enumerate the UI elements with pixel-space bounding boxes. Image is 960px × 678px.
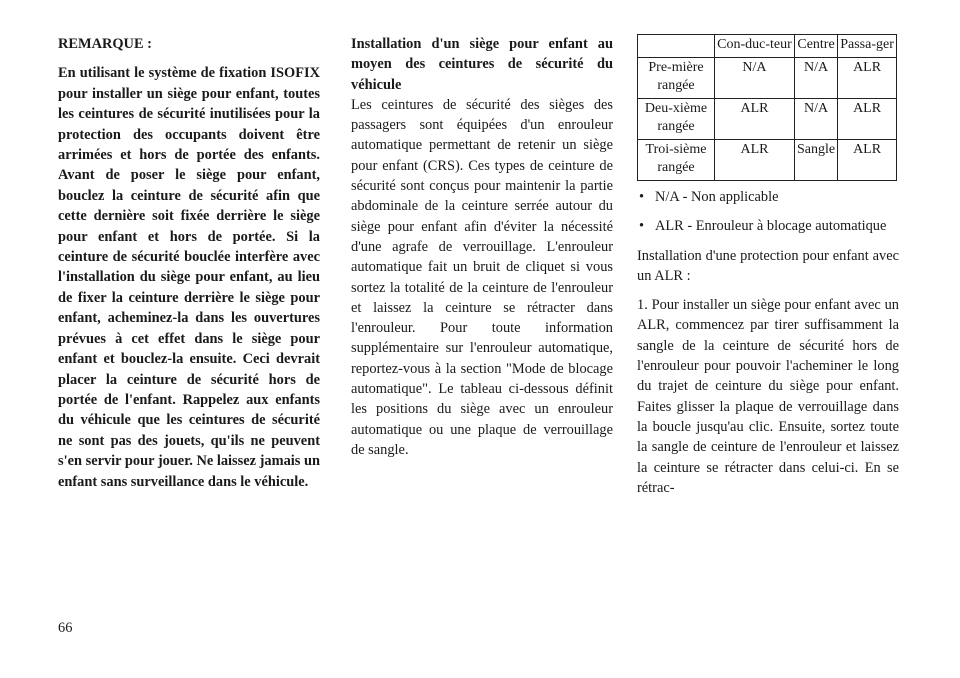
table-cell: ALR [715,140,795,181]
table-cell: N/A [715,58,795,99]
table-row [638,99,897,140]
list-item-text: ALR - Enrouleur à blocage automatique [655,218,887,235]
table-header-row [638,35,897,58]
table-cell: N/A [794,58,837,99]
seat-position-table [637,34,897,181]
table-row-header: Deu-xième rangée [638,99,715,140]
table-header-cell: Con-duc-teur [715,35,795,58]
table-cell: Sangle [794,140,837,181]
page-number: 66 [58,620,73,636]
alr-step-1: 1. Pour installer un siège pour enfant avec un ALR, commencez par tirer suffisamment la sangle de la ceinture de sécurité hors de l'enrouleur pour pouvoir l'acheminer le long du trajet de ceinture du siège pour enfant. Faites glisser la plaque de verrouillage dans la boucle jusqu'au clic. Ensuite, sortez toute la sangle de ceinture de l'enrouleur et laissez la ceinture se rétracter dans celui-ci. En se rétrac- [637,297,899,496]
table-header-cell [638,35,715,58]
bullet-icon: • [639,189,645,205]
section-body: Les ceintures de sécurité des sièges des passagers sont équipées d'un enrouleur automatique permettant de retenir un siège pour enfant (CRS). Ces types de ceinture de sécurité sont conçus pour maintenir la partie abdominale de la ceinture serrée autour du siège pour enfant afin d'éviter la nécessité d'une agrafe de verrouillage. L'enrouleur automatique fait un bruit de cliquet si vous sortez la totalité de la ceinture de l'enrouleur et laissez la ceinture se rétracter dans l'enrouleur. Pour toute information supplémentaire sur l'enrouleur automatique, reportez-vous à la section "Mode de blocage automatique". Le tableau ci-dessous définit les positions du siège avec un enrouleur automatique ou une plaque de verrouillage de sangle. [351,96,613,458]
legend-list [637,187,899,237]
table-row-header: Pre-mière rangée [638,58,715,99]
bullet-icon: • [639,218,645,235]
left-column [58,34,320,501]
middle-column [351,34,613,469]
section-heading: Installation d'un siège pour enfant au moyen des ceintures de sécurité du véhicule [351,36,613,93]
right-column [637,34,899,507]
table-cell: ALR [715,99,795,140]
table-cell: ALR [838,140,897,181]
table-cell: ALR [838,58,897,99]
table-header-cell: Centre [794,35,837,58]
alr-intro: Installation d'une protection pour enfant avec un ALR : [637,247,899,284]
list-item-text: N/A - Non applicable [655,189,779,205]
note-heading: REMARQUE : [58,36,152,52]
table-row [638,58,897,99]
table-row-header: Troi-sième rangée [638,140,715,181]
list-item [637,216,899,236]
note-body: En utilisant le système de fixation ISOFIX pour installer un siège pour enfant, toutes les ceintures de sécurité inutilisées pour la protection des occupants doivent être arrimées et hors de portée des enfants. Avant de poser le siège pour enfant, bouclez la ceinture de sécurité afin que cette dernière soit fixée derrière le siège pour enfant et hors de portée. Si la ceinture de sécurité bouclée interfère avec l'installation du siège pour enfant, au lieu de fixer la ceinture derrière le siège pour enfant, acheminez-la dans les ouvertures prévues à cet effet dans le siège pour enfant et bouclez-la ensuite. Ceci devrait placer la ceinture de sécurité hors de portée de l'enfant. Rappelez aux enfants du véhicule que les ceintures de sécurité ne sont pas des jouets, qu'ils ne peuvent s'en servir pour jouer. Ne laissez jamais un enfant sans surveillance dans le véhicule. [58,65,320,490]
table-cell: N/A [794,99,837,140]
list-item [637,187,899,207]
table-header-cell: Passa-ger [838,35,897,58]
table-row [638,140,897,181]
table-cell: ALR [838,99,897,140]
